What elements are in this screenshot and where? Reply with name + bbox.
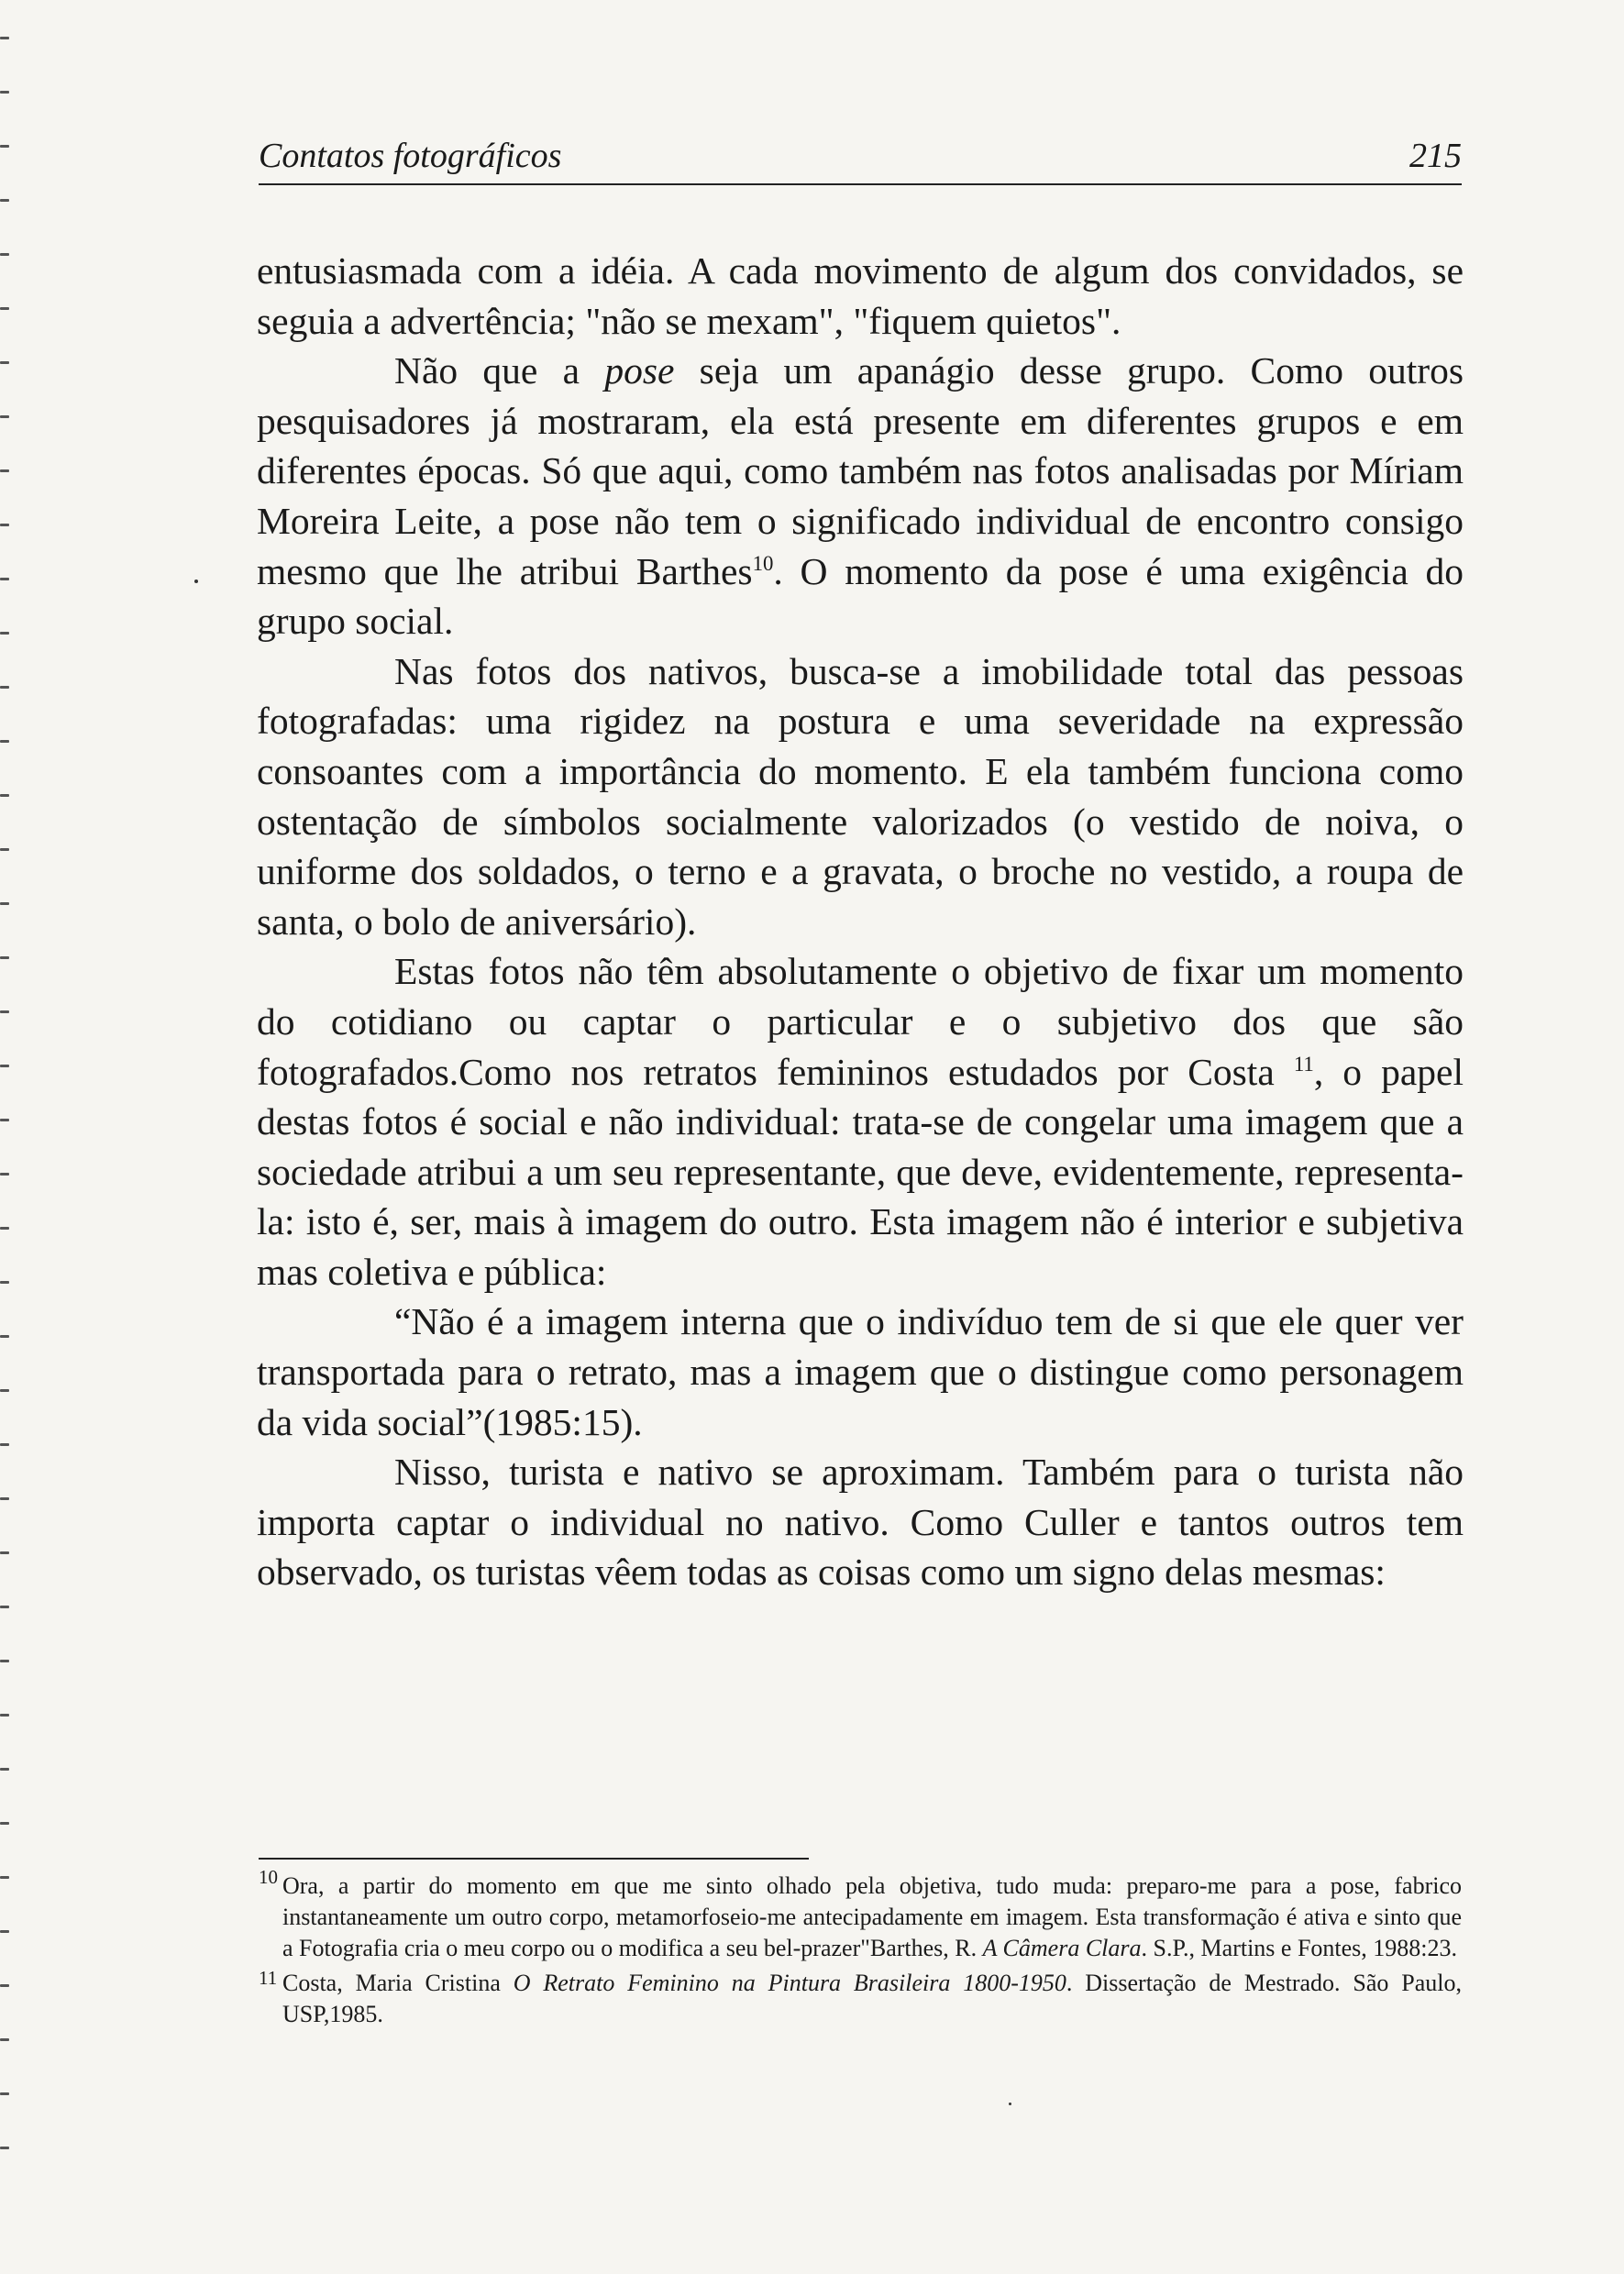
binding-hole xyxy=(0,686,9,689)
binding-hole xyxy=(0,524,9,526)
binding-hole xyxy=(0,199,9,202)
binding-hole xyxy=(0,1984,9,1987)
speck xyxy=(1009,2103,1011,2105)
binding-hole xyxy=(0,361,9,364)
footnote-ref: 11 xyxy=(1293,1052,1314,1076)
binding-hole xyxy=(0,145,9,148)
binding-hole xyxy=(0,415,9,418)
footnotes xyxy=(259,1866,1462,2030)
binding-hole xyxy=(0,1065,9,1067)
binding-hole xyxy=(0,1551,9,1554)
binding-hole xyxy=(0,1768,9,1771)
footnote-ref: 10 xyxy=(752,551,774,575)
body-text xyxy=(257,246,1464,1597)
block-quote: “Não é a imagem interna que o indivíduo tem de si que ele quer ver transportada para o retrato, mas a imagem que o distingue como personagem da vida social”(1985:15). xyxy=(257,1300,1464,1443)
binding-hole xyxy=(0,956,9,959)
footnote-number: 10 xyxy=(259,1866,278,1888)
binding-hole xyxy=(0,1497,9,1500)
text-span: Não que a xyxy=(394,349,605,392)
text-span: . S.P., Martins e Fontes, 1988:23. xyxy=(1141,1935,1458,1961)
binding-hole xyxy=(0,2092,9,2095)
text-span: Ora, a partir do momento em que me sinto olhado pela objetiva, tudo muda: preparo-me para a pose, fabrico instantaneamente um outro corpo, metamorfoseio-me antecipadamente em imagem. Esta transformação é ativa e sinto que a Fotografia cria o meu corpo ou o modifica a seu bel-prazer"Barthes, R. xyxy=(282,1872,1462,1961)
binding-hole xyxy=(0,740,9,743)
binding-hole xyxy=(0,1822,9,1825)
footnote-number: 11 xyxy=(259,1967,278,1989)
paragraph: entusiasmada com a idéia. A cada movimento de algum dos convidados, se seguia a advertência; "não se mexam", "fiquem quietos". xyxy=(257,249,1464,342)
binding-hole xyxy=(0,1389,9,1392)
speck xyxy=(194,580,198,583)
text-span: Costa, Maria Cristina xyxy=(282,1970,514,1996)
binding-hole xyxy=(0,1660,9,1662)
paragraph: Nisso, turista e nativo se aproximam. Também para o turista não importa captar o individual no nativo. Como Culler e tantos outros tem observado, os turistas vêem todas as coisas como um signo delas mesmas: xyxy=(257,1451,1464,1594)
footnote-11 xyxy=(259,1968,1462,2030)
text-span: seja um apanágio desse grupo. Como outros pesquisadores já mostraram, ela está presente em diferentes grupos e em diferentes épocas. Só que aqui, como também nas fotos analisadas por Míriam Moreira Leite, a pose não tem o significado individual de encontro consigo mesmo que lhe atribui Barthes xyxy=(257,349,1464,592)
binding-hole xyxy=(0,902,9,905)
binding-hole xyxy=(0,1173,9,1176)
running-title: Contatos fotográficos xyxy=(259,137,562,175)
binding-hole xyxy=(0,1443,9,1446)
binding-hole xyxy=(0,2147,9,2149)
binding-hole xyxy=(0,253,9,256)
binding-hole xyxy=(0,1227,9,1230)
book-title: A Câmera Clara xyxy=(982,1935,1142,1961)
binding-hole xyxy=(0,91,9,94)
binding-hole xyxy=(0,794,9,797)
binding-hole xyxy=(0,1119,9,1121)
text-span: , o papel destas fotos é social e não individual: trata-se de congelar uma imagem que a sociedade atribui a um seu representante, que deve, evidentemente, representa-la: isto é, ser, mais à imagem do outro. Esta imagem não é interior e subjetiva mas coletiva e pública: xyxy=(257,1050,1464,1293)
paragraph xyxy=(257,946,1464,1297)
binding-hole xyxy=(0,1335,9,1338)
dissertation-title: O Retrato Feminino na Pintura Brasileira 1800-1950 xyxy=(513,1970,1066,1996)
footnote-rule xyxy=(259,1858,809,1860)
binding-hole xyxy=(0,1876,9,1879)
paragraph xyxy=(257,346,1464,646)
binding-hole xyxy=(0,1606,9,1608)
text-span: Estas fotos não têm absolutamente o objetivo de fixar um momento do cotidiano ou captar o particular e o subjetivo dos que são fotografados.Como nos retratos femininos estudados por Costa xyxy=(257,950,1464,1093)
binding-hole xyxy=(0,2038,9,2041)
binding-hole xyxy=(0,848,9,851)
binding-hole xyxy=(0,1010,9,1013)
binding-hole xyxy=(0,1281,9,1284)
binding-hole xyxy=(0,307,9,310)
binding-hole xyxy=(0,578,9,580)
binding-holes xyxy=(0,37,13,2237)
binding-hole xyxy=(0,469,9,472)
binding-hole xyxy=(0,37,9,39)
emphasis: pose xyxy=(604,349,675,392)
page-number: 215 xyxy=(1409,137,1462,175)
binding-hole xyxy=(0,1714,9,1717)
binding-hole xyxy=(0,632,9,635)
paragraph: Nas fotos dos nativos, busca-se a imobilidade total das pessoas fotografadas: uma rigidez na postura e uma severidade na expressão consoantes com a importância do momento. E ela também funciona como ostentação de símbolos socialmente valorizados (o vestido de noiva, o uniforme dos soldados, o terno e a gravata, o broche no vestido, a roupa de santa, o bolo de aniversário). xyxy=(257,649,1464,943)
running-header xyxy=(259,127,1462,185)
text-span: . Dissertação de Mestrado. São Paulo, USP,1985. xyxy=(282,1970,1462,2027)
footnote-10 xyxy=(259,1866,1462,1964)
binding-hole xyxy=(0,1930,9,1933)
text-span: . O momento da pose é uma exigência do grupo social. xyxy=(257,549,1464,643)
